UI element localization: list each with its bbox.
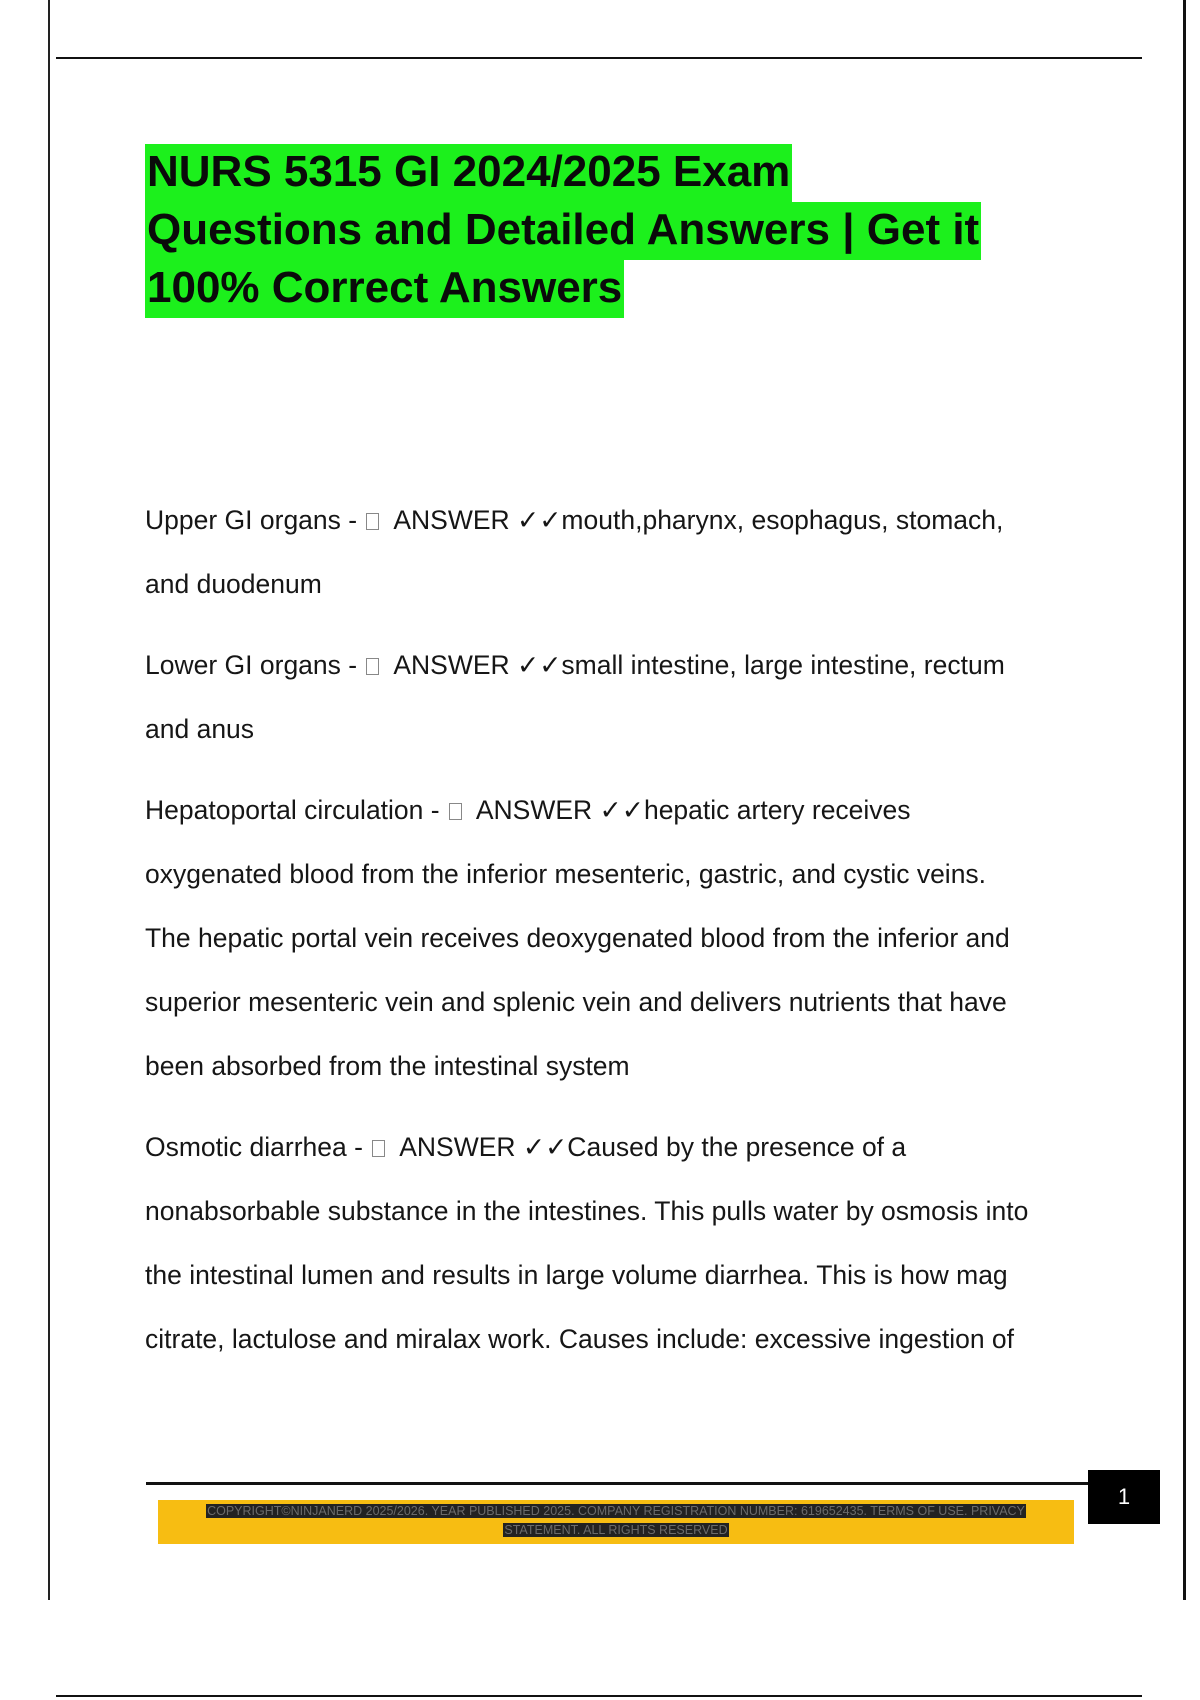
document-title — [145, 144, 1085, 318]
page-number: 1 — [1088, 1470, 1160, 1524]
qa-line — [145, 488, 1105, 552]
empty-box-icon — [372, 1140, 385, 1157]
qa-line: citrate, lactulose and miralax work. Causes include: excessive ingestion of — [145, 1324, 1015, 1354]
answer-text: ANSWER ✓✓Caused by the presence of a — [393, 1132, 907, 1162]
next-page-header-rule — [56, 1695, 1142, 1697]
qa-line: and anus — [145, 714, 255, 744]
answer-text: ANSWER ✓✓hepatic artery receives — [469, 795, 911, 825]
title-line: 100% Correct Answers — [145, 260, 624, 318]
answer-text: ANSWER ✓✓mouth,pharynx, esophagus, stomach, — [387, 505, 1004, 535]
empty-box-icon — [366, 513, 379, 530]
empty-box-icon — [449, 803, 462, 820]
qa-item — [145, 633, 1105, 761]
qa-line: the intestinal lumen and results in large volume diarrhea. This is how mag — [145, 1260, 1008, 1290]
answer-text: ANSWER ✓✓small intestine, large intestine, rectum — [387, 650, 1005, 680]
qa-line: oxygenated blood from the inferior mesenteric, gastric, and cystic veins. — [145, 859, 987, 889]
header-rule — [56, 57, 1142, 59]
footer-rule — [146, 1482, 1090, 1485]
empty-box-icon — [366, 658, 379, 675]
question-text: Hepatoportal circulation - — [145, 795, 447, 825]
qa-line: The hepatic portal vein receives deoxygenated blood from the inferior and — [145, 923, 1010, 953]
qa-list — [145, 488, 1105, 1388]
question-text: Lower GI organs - — [145, 650, 365, 680]
question-text: Upper GI organs - — [145, 505, 365, 535]
qa-line: and duodenum — [145, 569, 322, 599]
copyright-line: COPYRIGHT©NINJANERD 2025/2026. YEAR PUBLISHED 2025. COMPANY REGISTRATION NUMBER: 619652435. TERMS OF USE. PRIVACY — [207, 1504, 1025, 1518]
copyright-notice — [158, 1500, 1074, 1544]
qa-line: nonabsorbable substance in the intestines. This pulls water by osmosis into — [145, 1196, 1029, 1226]
qa-line — [145, 633, 1105, 697]
page-border-left — [48, 0, 50, 1600]
qa-item — [145, 488, 1105, 616]
qa-line — [145, 1115, 1105, 1179]
qa-line: been absorbed from the intestinal system — [145, 1051, 630, 1081]
qa-item — [145, 778, 1105, 1098]
qa-line — [145, 778, 1105, 842]
qa-item — [145, 1115, 1105, 1371]
page-border-right — [1183, 0, 1186, 1600]
title-line: Questions and Detailed Answers | Get it — [145, 202, 981, 260]
question-text: Osmotic diarrhea - — [145, 1132, 371, 1162]
qa-line: superior mesenteric vein and splenic vein and delivers nutrients that have — [145, 987, 1007, 1017]
title-line: NURS 5315 GI 2024/2025 Exam — [145, 144, 792, 202]
copyright-line: STATEMENT. ALL RIGHTS RESERVED — [504, 1523, 728, 1537]
